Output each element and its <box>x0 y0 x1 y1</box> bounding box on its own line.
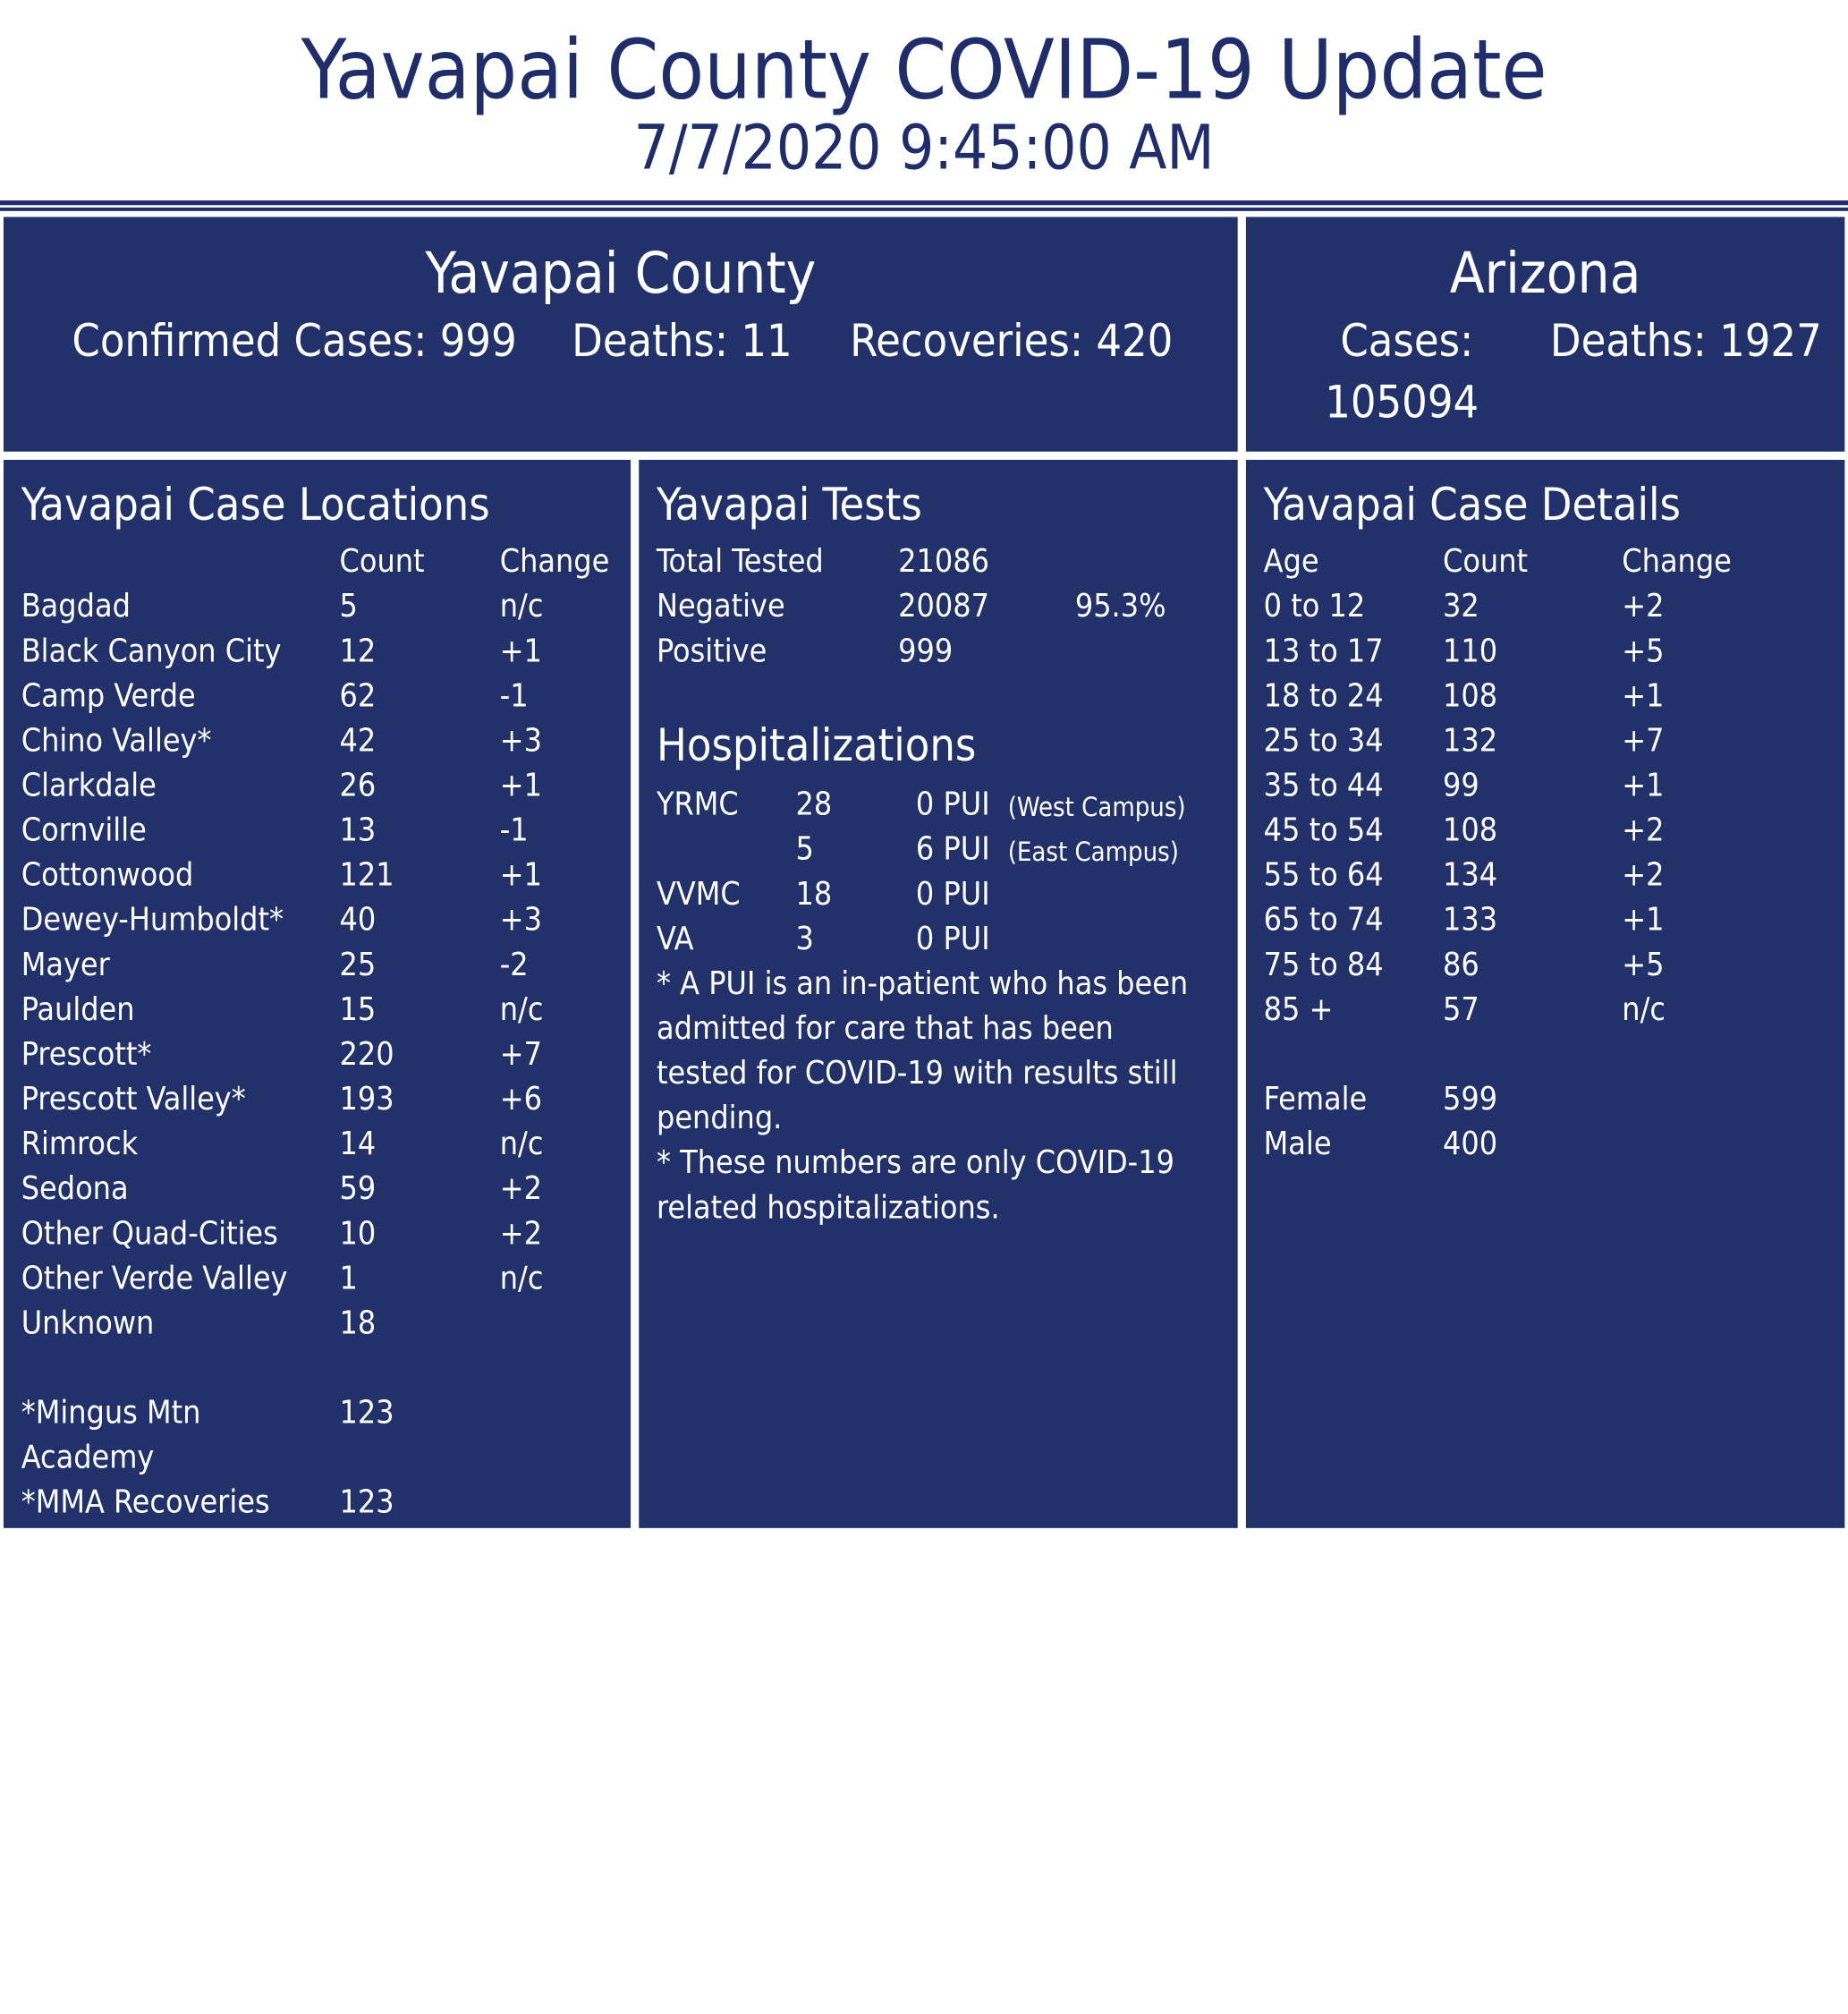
location-change: -1 <box>499 677 529 715</box>
test-value: 21086 <box>898 543 989 581</box>
location-change: -2 <box>499 947 529 984</box>
age-change: +5 <box>1622 633 1665 670</box>
gender-count: 400 <box>1442 1126 1498 1163</box>
county-confirmed-cases: Confirmed Cases: 999 <box>72 314 517 367</box>
hospital-name: YRMC <box>657 786 739 823</box>
pui-note: * A PUI is an in-patient who has been admitted for care that has been tested for COVID-19 with results still pending. <box>657 965 1189 1137</box>
age-change: +1 <box>1622 767 1665 804</box>
location-count: 123 <box>339 1484 394 1521</box>
location-change: +1 <box>499 633 542 670</box>
location-count: 62 <box>339 677 377 715</box>
hospital-name: VVMC <box>657 876 741 913</box>
test-value: 999 <box>898 633 954 670</box>
hospital-pui: 0 PUI <box>915 876 990 913</box>
hospital-campus: (East Campus) <box>1007 837 1179 868</box>
hospital-count: 5 <box>795 831 814 868</box>
location-name: Chino Valley* <box>21 722 212 760</box>
county-recoveries: Recoveries: 420 <box>850 314 1174 367</box>
age-change: +2 <box>1622 812 1665 849</box>
location-change: n/c <box>499 1260 544 1297</box>
age-change: +5 <box>1622 947 1665 984</box>
location-count: 59 <box>339 1170 377 1208</box>
test-label: Total Tested <box>657 543 824 581</box>
location-change: +1 <box>499 857 542 894</box>
location-name: Sedona <box>21 1170 129 1208</box>
location-change: n/c <box>499 588 544 625</box>
state-summary-title: Arizona <box>1449 240 1641 307</box>
location-name: Clarkdale <box>21 767 157 804</box>
state-summary-panel <box>1246 217 1844 451</box>
hospital-pui: 0 PUI <box>915 786 990 823</box>
hospital-name: VA <box>657 921 694 958</box>
location-change: +3 <box>499 722 542 760</box>
case-locations-title: Yavapai Case Locations <box>21 479 490 531</box>
location-count: 42 <box>339 722 377 760</box>
location-name: Rimrock <box>21 1126 139 1163</box>
location-count: 123 <box>339 1394 394 1432</box>
hospital-campus: (West Campus) <box>1007 793 1186 823</box>
location-count: 5 <box>339 588 358 625</box>
location-count: 25 <box>339 947 377 984</box>
age-change: +2 <box>1622 588 1665 625</box>
location-name: Prescott Valley* <box>21 1081 246 1118</box>
age-group: 45 to 54 <box>1263 812 1384 849</box>
hospital-count: 28 <box>795 786 833 823</box>
location-name: Dewey-Humboldt* <box>21 902 284 939</box>
details-count-header: Count <box>1442 543 1529 581</box>
age-group: 25 to 34 <box>1263 722 1384 760</box>
county-summary-title: Yavapai County <box>425 240 817 307</box>
location-count: 14 <box>339 1126 377 1163</box>
location-count: 193 <box>339 1081 394 1118</box>
location-count: 13 <box>339 812 377 849</box>
location-name: Black Canyon City <box>21 633 282 670</box>
details-change-header: Change <box>1622 543 1732 581</box>
location-count: 1 <box>339 1260 358 1297</box>
case-details-title: Yavapai Case Details <box>1263 479 1681 531</box>
gender-count: 599 <box>1442 1081 1498 1118</box>
case-locations-panel <box>4 460 631 1528</box>
location-name: Mayer <box>21 947 110 984</box>
location-count: 40 <box>339 902 377 939</box>
location-name: Cornville <box>21 812 147 849</box>
age-change: +1 <box>1622 902 1665 939</box>
age-group: 18 to 24 <box>1263 677 1384 715</box>
age-change: +7 <box>1622 722 1665 760</box>
locations-count-header: Count <box>339 543 425 581</box>
age-group: 0 to 12 <box>1263 588 1366 625</box>
hospital-pui: 6 PUI <box>915 831 990 868</box>
hospital-count: 3 <box>795 921 814 958</box>
location-count: 18 <box>339 1304 377 1342</box>
location-count: 26 <box>339 767 377 804</box>
location-name: Other Verde Valley <box>21 1260 288 1297</box>
age-group: 85 + <box>1263 991 1334 1029</box>
location-change: +7 <box>499 1036 542 1074</box>
location-change: +2 <box>499 1170 542 1208</box>
state-cases-value: 105094 <box>1325 376 1479 429</box>
hospitalizations-title: Hospitalizations <box>657 718 977 771</box>
update-datetime: 7/7/2020 9:45:00 AM <box>633 113 1215 184</box>
age-group: 55 to 64 <box>1263 857 1384 894</box>
age-change: +1 <box>1622 677 1665 715</box>
location-name: Unknown <box>21 1304 155 1342</box>
test-percent: 95.3% <box>1074 588 1166 625</box>
age-group: 35 to 44 <box>1263 767 1384 804</box>
header-divider-2 <box>0 208 1848 211</box>
case-details-panel <box>1246 460 1844 1528</box>
location-change: +3 <box>499 902 542 939</box>
location-count: 15 <box>339 991 377 1029</box>
age-group: 13 to 17 <box>1263 633 1384 670</box>
age-count: 86 <box>1442 947 1479 984</box>
test-label: Negative <box>657 588 785 625</box>
age-count: 99 <box>1442 767 1479 804</box>
tests-title: Yavapai Tests <box>657 479 922 531</box>
location-change: +1 <box>499 767 542 804</box>
page-title: Yavapai County COVID-19 Update <box>301 21 1547 118</box>
age-count: 108 <box>1442 812 1498 849</box>
location-name: Bagdad <box>21 588 131 625</box>
location-change: n/c <box>499 991 544 1029</box>
hospitalization-note: * These numbers are only COVID-19 related hospitalizations. <box>657 1144 1174 1227</box>
location-change: n/c <box>499 1126 544 1163</box>
county-deaths: Deaths: 11 <box>572 314 793 367</box>
gender-label: Female <box>1263 1081 1368 1118</box>
location-name: Cottonwood <box>21 857 194 894</box>
age-count: 32 <box>1442 588 1479 625</box>
location-change: +2 <box>499 1215 542 1253</box>
age-change: +2 <box>1622 857 1665 894</box>
location-name: Other Quad-Cities <box>21 1215 278 1253</box>
tests-panel <box>639 460 1237 1528</box>
location-count: 10 <box>339 1215 377 1253</box>
age-count: 132 <box>1442 722 1498 760</box>
county-summary-panel <box>4 217 1238 451</box>
age-count: 110 <box>1442 633 1498 670</box>
header-divider <box>0 200 1848 205</box>
location-name: Paulden <box>21 991 135 1029</box>
locations-change-header: Change <box>499 543 610 581</box>
age-count: 133 <box>1442 902 1498 939</box>
location-name: *Mingus Mtn <box>21 1394 201 1432</box>
age-count: 134 <box>1442 857 1498 894</box>
location-name: Camp Verde <box>21 677 196 715</box>
location-count: 12 <box>339 633 377 670</box>
hospital-pui: 0 PUI <box>915 921 990 958</box>
location-change: -1 <box>499 812 529 849</box>
age-change: n/c <box>1622 991 1666 1029</box>
location-count: 220 <box>339 1036 394 1074</box>
test-value: 20087 <box>898 588 989 625</box>
age-count: 57 <box>1442 991 1479 1029</box>
age-group: 75 to 84 <box>1263 947 1384 984</box>
location-name-continued: Academy <box>21 1440 155 1476</box>
location-name: *MMA Recoveries <box>21 1484 270 1521</box>
location-name: Prescott* <box>21 1036 152 1074</box>
location-change: +6 <box>499 1081 542 1118</box>
age-group: 65 to 74 <box>1263 902 1384 939</box>
state-cases-label: Cases: <box>1340 314 1474 367</box>
state-deaths: Deaths: 1927 <box>1549 314 1822 367</box>
age-count: 108 <box>1442 677 1498 715</box>
location-count: 121 <box>339 857 394 894</box>
details-age-header: Age <box>1263 543 1319 581</box>
hospital-count: 18 <box>795 876 833 913</box>
test-label: Positive <box>657 633 767 670</box>
gender-label: Male <box>1263 1126 1332 1163</box>
